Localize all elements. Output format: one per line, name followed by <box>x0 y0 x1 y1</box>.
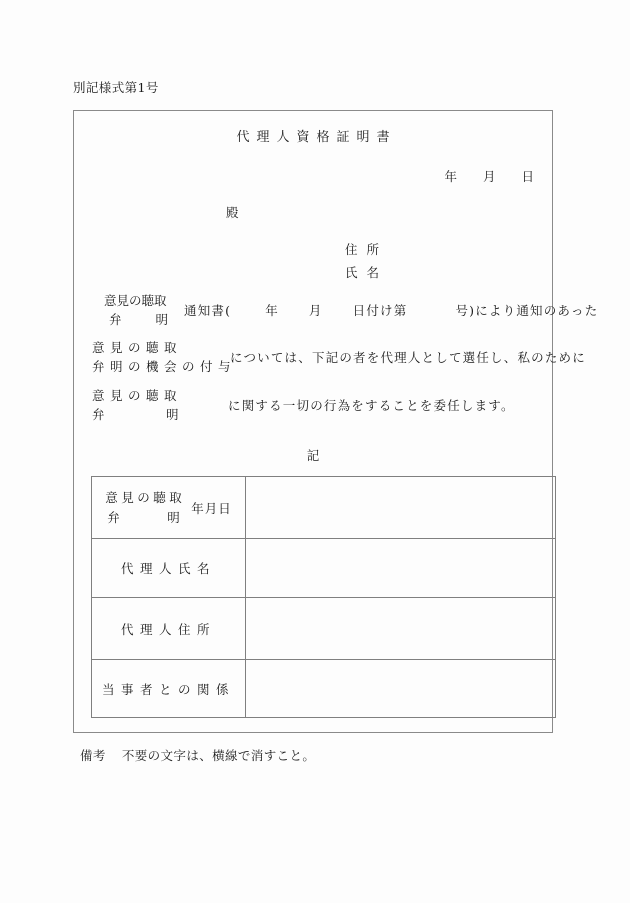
row-label-agent-address: 代理人住所 <box>92 598 246 660</box>
choice-option-explanation-part2: 明 <box>155 312 169 327</box>
table-choice-explanation-part2: 明 <box>167 509 184 525</box>
sender-name-label: 氏名 <box>345 265 389 280</box>
row-label-date-suffix: 年月日 <box>191 500 232 516</box>
form-number-label: 別記様式第1号 <box>73 80 159 95</box>
delegation-sentence: に関する一切の行為をすることを委任します。 <box>228 398 515 413</box>
choice-stack-table <box>105 488 185 528</box>
sender-block <box>336 238 388 284</box>
choice-option-explanation-3 <box>92 405 214 424</box>
row-value-agent-address[interactable] <box>246 598 556 660</box>
choice-option-explanation-3-part2: 明 <box>166 407 185 422</box>
notice-day-suffix: 日付け第 <box>352 303 408 318</box>
body-line-3 <box>92 386 538 424</box>
table-choice-explanation-part1: 弁 <box>107 509 124 525</box>
choice-option-explanation <box>104 310 168 329</box>
details-table <box>91 476 556 718</box>
row-label-relationship: 当事者との関係 <box>92 660 246 718</box>
notice-prefix: 通知書( <box>184 303 232 318</box>
table-row <box>92 598 556 660</box>
row-label-agent-name: 代理人氏名 <box>92 539 246 598</box>
choice-option-hearing-2: 意見の聴取 <box>92 340 183 355</box>
footer-note <box>80 746 315 764</box>
choice-option-explanation-part1: 弁 <box>109 312 122 327</box>
footer-note-text: 不要の文字は、横線で消すこと。 <box>121 748 316 763</box>
ki-marker: 記 <box>306 448 320 463</box>
choice-option-hearing-3: 意見の聴取 <box>92 388 183 403</box>
certificate-frame <box>73 110 599 733</box>
date-month-label: 月 <box>482 169 496 184</box>
table-choice-explanation <box>105 508 185 528</box>
table-row <box>92 660 556 718</box>
row-value-hearing-date[interactable] <box>246 477 556 539</box>
notice-month-label: 月 <box>308 303 323 318</box>
choice-stack-2 <box>92 338 237 376</box>
table-row <box>92 539 556 598</box>
date-year-label: 年 <box>444 169 457 184</box>
notice-year-label: 年 <box>265 303 279 318</box>
date-day-label: 日 <box>521 169 534 184</box>
choice-stack-3 <box>92 386 214 424</box>
choice-option-hearing: 意見の聴取 <box>104 293 167 308</box>
body-line-1 <box>92 291 599 329</box>
choice-option-explanation-3-part1: 弁 <box>92 407 111 422</box>
appointment-sentence: については、下記の者を代理人として選任し、私のために <box>230 350 586 365</box>
page-title: 代理人資格証明書 <box>236 130 397 145</box>
table-row <box>92 477 556 539</box>
footer-note-label: 備考 <box>80 748 106 763</box>
sender-address-label: 住所 <box>345 242 389 257</box>
date-line <box>444 167 534 185</box>
addressee-honorific: 殿 <box>226 205 239 220</box>
row-value-agent-name[interactable] <box>246 539 556 598</box>
body-text-area <box>92 291 599 424</box>
row-value-relationship[interactable] <box>246 660 556 718</box>
notice-number-suffix: 号)により通知のあった <box>455 303 599 318</box>
table-choice-hearing: 意見の聴取 <box>105 489 186 505</box>
choice-option-explanation-opportunity: 弁明の機会の付与 <box>92 359 237 374</box>
row-label-hearing-date <box>92 477 246 539</box>
choice-stack-1 <box>104 291 168 329</box>
body-line-2 <box>92 338 586 376</box>
notice-sentence <box>184 301 598 319</box>
